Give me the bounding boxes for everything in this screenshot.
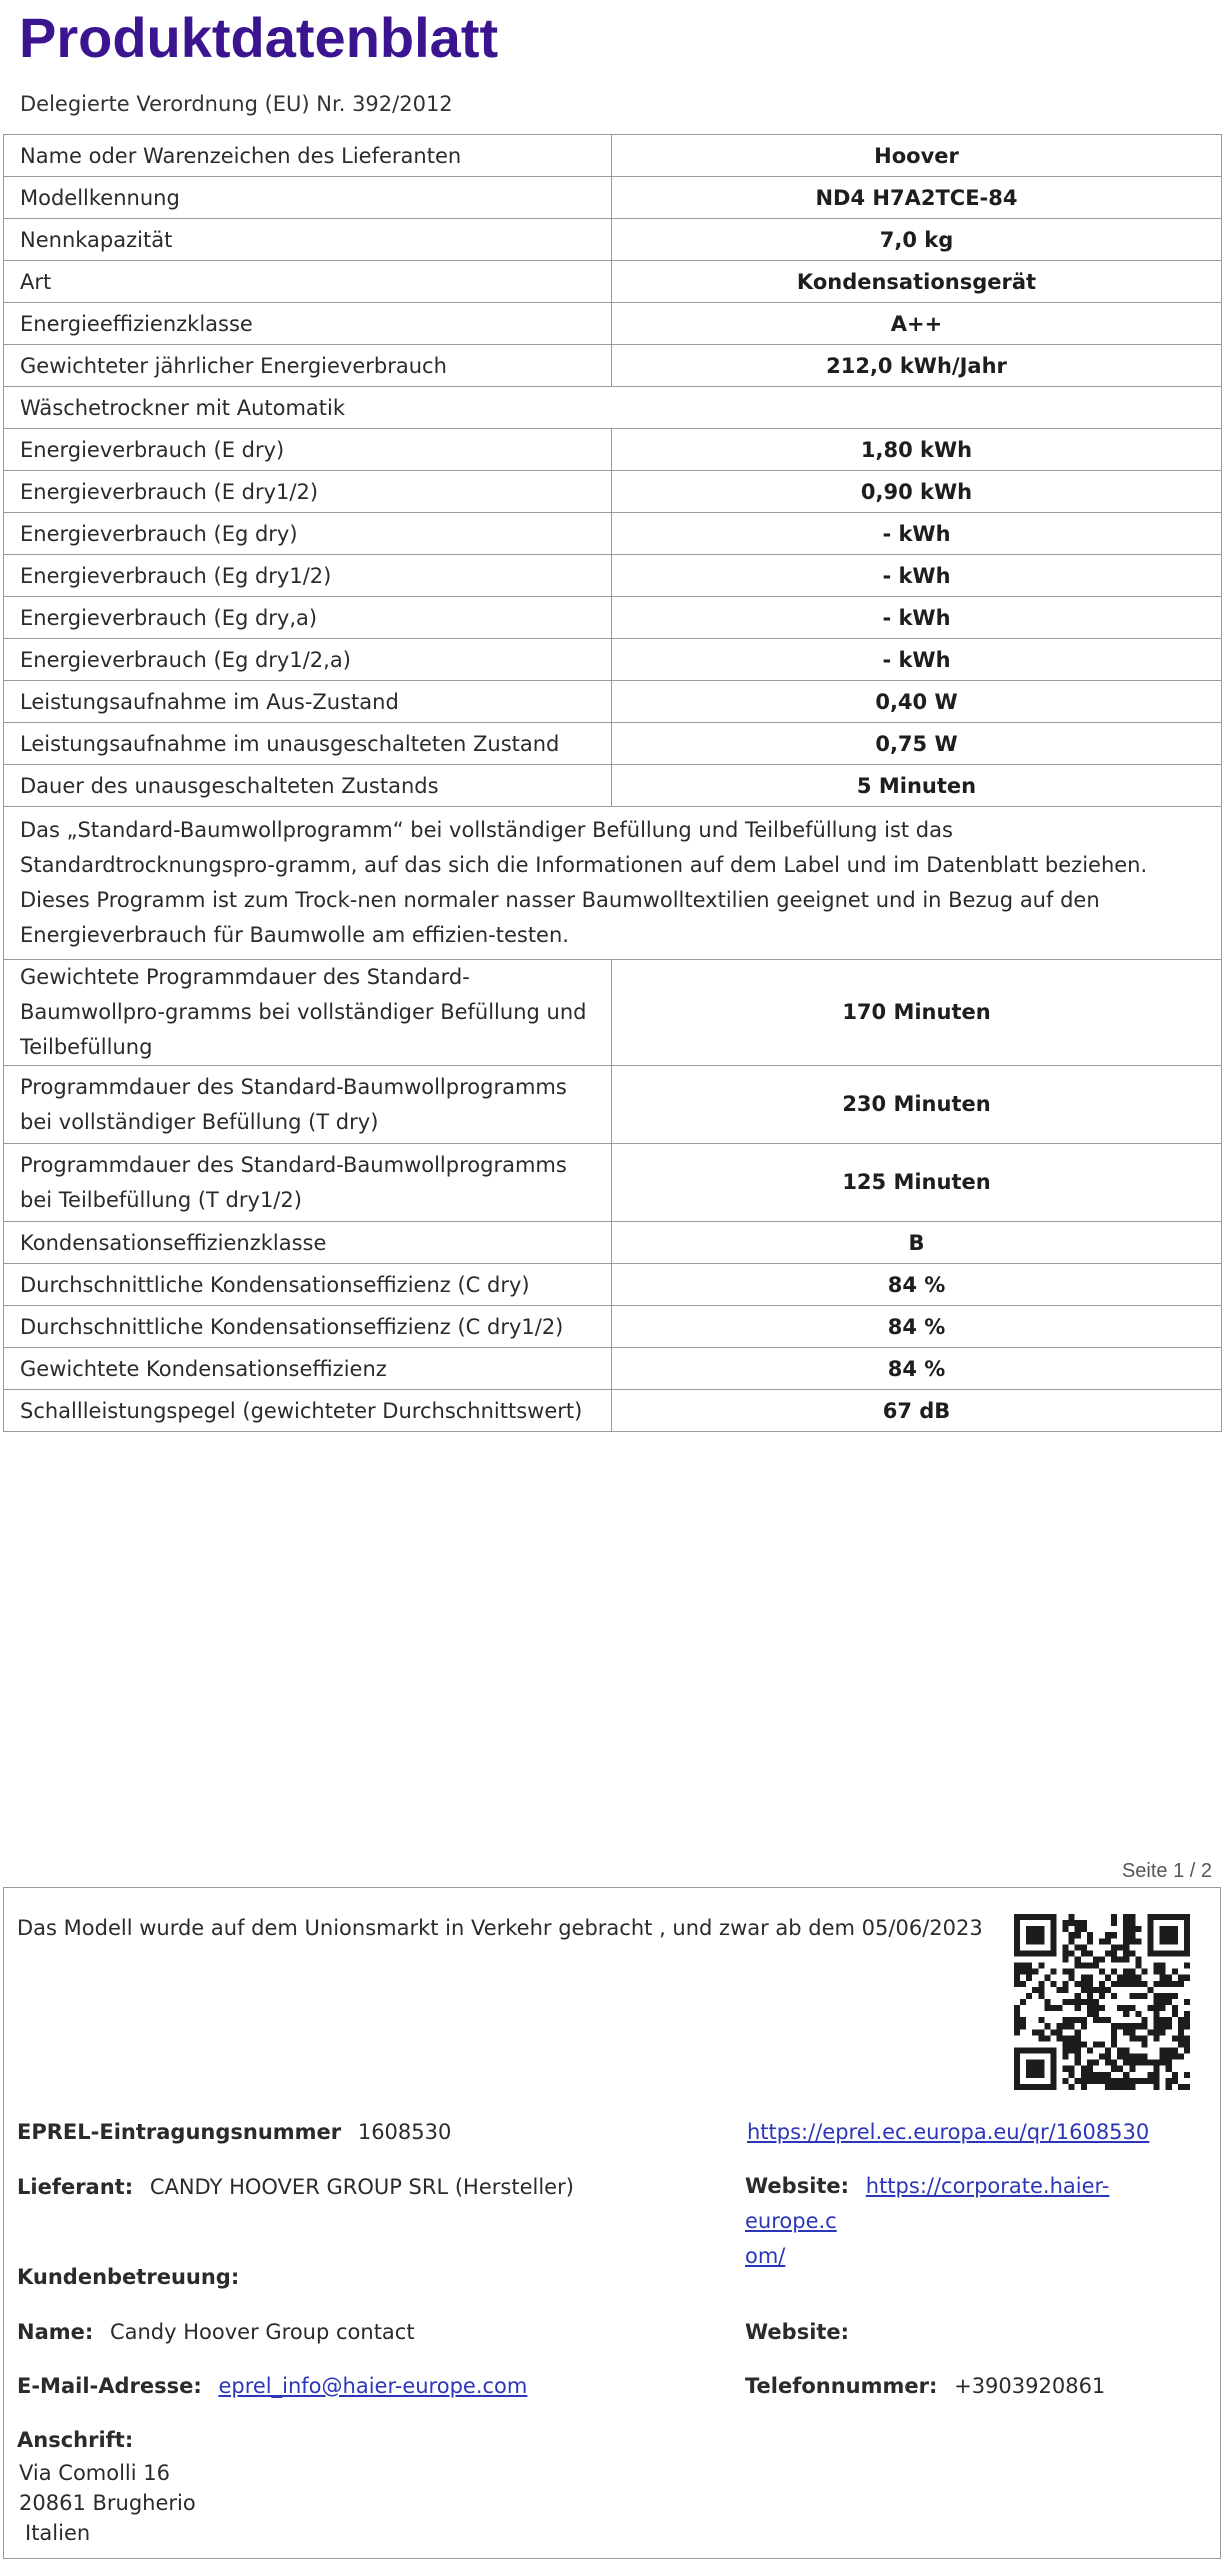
row-label: Energieverbrauch (Eg dry) [4,513,612,555]
table-row [4,177,1222,219]
table-row [4,471,1222,513]
row-value: 0,40 W [612,681,1222,723]
row-label: Programmdauer des Standard-Baumwollprogramms bei vollständiger Befüllung (T dry) [4,1066,612,1144]
table-row [4,261,1222,303]
row-value: 84 % [612,1348,1222,1390]
row-value: 170 Minuten [612,960,1222,1066]
supplier-website [745,2169,1195,2274]
row-value: 84 % [612,1306,1222,1348]
row-label: Gewichtete Programmdauer des Standard-Baumwollpro-gramms bei vollständiger Befüllung und Teilbefüllung [4,960,612,1066]
eprel-registration [17,2120,451,2144]
row-value: B [612,1222,1222,1264]
footer-box [3,1887,1221,2559]
table-row [4,303,1222,345]
row-value: - kWh [612,639,1222,681]
table-row [4,639,1222,681]
row-label: Schallleistungspegel (gewichteter Durchschnittswert) [4,1390,612,1432]
phone [745,2374,1105,2398]
row-value: 1,80 kWh [612,429,1222,471]
name-value: Candy Hoover Group contact [109,2320,415,2344]
row-label: Leistungsaufnahme im unausgeschalteten Zustand [4,723,612,765]
address-country: Italien [25,2521,91,2545]
table-row [4,723,1222,765]
market-date-text: Das Modell wurde auf dem Unionsmarkt in Verkehr gebracht , und zwar ab dem 05/06/2023 [17,1916,983,1940]
row-value: 125 Minuten [612,1144,1222,1222]
row-label: Kondensationseffizienzklasse [4,1222,612,1264]
row-label: Leistungsaufnahme im Aus-Zustand [4,681,612,723]
name-label: Name: [17,2320,94,2344]
address-block [19,2458,196,2548]
row-label: Energieverbrauch (Eg dry1/2) [4,555,612,597]
eprel-link[interactable]: https://eprel.ec.europa.eu/qr/1608530 [747,2120,1150,2144]
row-value: - kWh [612,513,1222,555]
spec-table [3,134,1222,1432]
supplier-value: CANDY HOOVER GROUP SRL (Hersteller) [149,2175,574,2199]
row-label: Energieverbrauch (E dry) [4,429,612,471]
row-label: Modellkennung [4,177,612,219]
table-row [4,681,1222,723]
table-row [4,429,1222,471]
row-value: Hoover [612,135,1222,177]
website2-label: Website: [745,2320,850,2344]
website-link-continued[interactable]: om/ [745,2244,786,2268]
table-row [4,345,1222,387]
row-label: Name oder Warenzeichen des Lieferanten [4,135,612,177]
contact-name [17,2320,415,2344]
program-note: Das „Standard-Baumwollprogramm“ bei vollständiger Befüllung und Teilbefüllung ist das Standardtrocknungspro-gramm, auf das sich die Informationen auf dem Label und im Datenblatt beziehen. Dieses Programm ist zum Trock-nen normaler nasser Baumwolltextilien geeignet und in Bezug auf den Energieverbrauch für Baumwolle am effizien-testen. [4,807,1222,960]
row-value: 0,90 kWh [612,471,1222,513]
email-link[interactable]: eprel_info@haier-europe.com [218,2374,528,2398]
table-row [4,1066,1222,1144]
row-value: 230 Minuten [612,1066,1222,1144]
email [17,2374,527,2398]
row-label: Energieverbrauch (E dry1/2) [4,471,612,513]
page-title: Produktdatenblatt [19,6,499,69]
row-value: 84 % [612,1264,1222,1306]
row-label: Gewichteter jährlicher Energieverbrauch [4,345,612,387]
row-value: 7,0 kg [612,219,1222,261]
page-number: Seite 1 / 2 [1121,1860,1212,1882]
phone-label: Telefonnummer: [745,2374,938,2398]
table-row [4,387,1222,429]
address-street: Via Comolli 16 [19,2461,170,2485]
table-row [4,807,1222,960]
row-label: Durchschnittliche Kondensationseffizienz (C dry1/2) [4,1306,612,1348]
regulation-reference: Delegierte Verordnung (EU) Nr. 392/2012 [20,92,453,116]
website-link[interactable]: https://corporate.haier-europe.c [745,2174,1110,2233]
supplier [17,2175,574,2199]
row-value: 212,0 kWh/Jahr [612,345,1222,387]
row-label: Energieverbrauch (Eg dry1/2,a) [4,639,612,681]
phone-value: +3903920861 [954,2374,1106,2398]
table-row [4,1144,1222,1222]
website-label: Website: [745,2174,850,2198]
table-row [4,1222,1222,1264]
table-row [4,219,1222,261]
supplier-label: Lieferant: [17,2175,134,2199]
eprel-number: 1608530 [357,2120,452,2144]
row-value: 0,75 W [612,723,1222,765]
address-city: 20861 Brugherio [19,2491,196,2515]
row-value: Kondensationsgerät [612,261,1222,303]
customer-service-heading: Kundenbetreuung: [17,2265,240,2289]
row-label: Durchschnittliche Kondensationseffizienz (C dry) [4,1264,612,1306]
table-row [4,1264,1222,1306]
row-label: Dauer des unausgeschalteten Zustands [4,765,612,807]
row-value: - kWh [612,555,1222,597]
table-row [4,135,1222,177]
row-label: Programmdauer des Standard-Baumwollprogramms bei Teilbefüllung (T dry1/2) [4,1144,612,1222]
qr-code-icon[interactable] [1014,1914,1190,2090]
row-label: Art [4,261,612,303]
address-label: Anschrift: [17,2428,134,2452]
row-label: Energieverbrauch (Eg dry,a) [4,597,612,639]
email-label: E-Mail-Adresse: [17,2374,202,2398]
row-label: Nennkapazität [4,219,612,261]
row-value: 67 dB [612,1390,1222,1432]
row-label: Wäschetrockner mit Automatik [4,387,1222,429]
table-row [4,1348,1222,1390]
table-row [4,765,1222,807]
row-value: 5 Minuten [612,765,1222,807]
row-label: Energieeffizienzklasse [4,303,612,345]
product-data-sheet [3,0,1221,1432]
row-value: - kWh [612,597,1222,639]
row-value: A++ [612,303,1222,345]
table-row [4,555,1222,597]
table-row [4,1390,1222,1432]
table-row [4,960,1222,1066]
eprel-label: EPREL-Eintragungsnummer [17,2120,342,2144]
row-value: ND4 H7A2TCE-84 [612,177,1222,219]
table-row [4,597,1222,639]
table-row [4,513,1222,555]
row-label: Gewichtete Kondensationseffizienz [4,1348,612,1390]
table-row [4,1306,1222,1348]
